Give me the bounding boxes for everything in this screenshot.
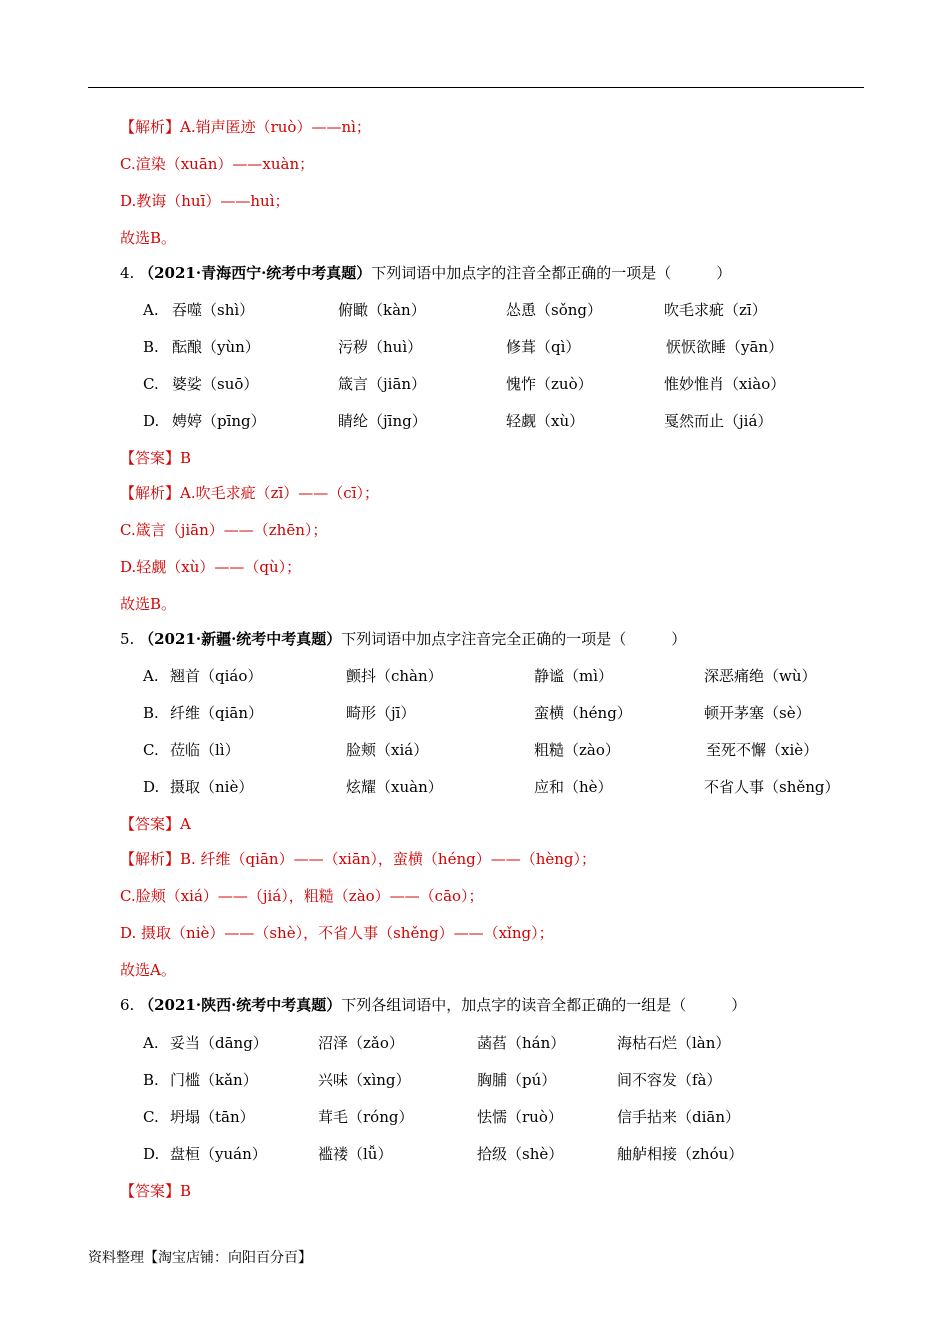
analysis-line: 【解析】A.销声匿迹（ruò）——nì； <box>120 118 371 136</box>
question-4-stem <box>120 263 731 283</box>
question-source: （2021·陕西·统考中考真题） <box>139 996 342 1014</box>
question-number: 4. <box>120 264 135 282</box>
answer: 【答案】A <box>120 815 191 833</box>
option-label: B. <box>143 338 159 356</box>
option-item: 盘桓（yuán） <box>170 1145 267 1163</box>
option-item: 怯懦（ruò） <box>477 1108 563 1126</box>
option-item: 蛮横（héng） <box>534 704 632 722</box>
analysis-line: D.轻觑（xù）——（qù）； <box>120 558 302 576</box>
header-rule <box>88 87 864 88</box>
question-text: 下列词语中加点字的注音全都正确的一项是（ ） <box>371 264 732 282</box>
analysis-line: 【解析】B. 纤维（qiān）——（xiān），蛮横（héng）——（hèng）； <box>120 850 597 868</box>
option-label: D. <box>143 1145 160 1163</box>
question-number: 5. <box>120 630 135 648</box>
conclusion: 故选A。 <box>120 961 176 979</box>
option-item: 怂恿（sǒng） <box>506 301 602 319</box>
option-item: 娉婷（pīng） <box>172 412 266 430</box>
option-item: 褴褛（lǚ） <box>318 1145 393 1163</box>
analysis-line: 【解析】A.吹毛求疵（zī）——（cī）； <box>120 484 380 502</box>
option-label: B. <box>143 704 159 722</box>
option-item: 不省人事（shěng） <box>704 778 840 796</box>
question-6-stem <box>120 995 746 1015</box>
answer: 【答案】B <box>120 449 192 467</box>
footer-note: 资料整理【淘宝店铺：向阳百分百】 <box>88 1250 312 1266</box>
option-item: 门槛（kǎn） <box>170 1071 258 1089</box>
option-item: 吹毛求疵（zī） <box>664 301 767 319</box>
option-item: 胸脯（pú） <box>477 1071 557 1089</box>
conclusion: 故选B。 <box>120 595 177 613</box>
option-item: 畸形（jī） <box>346 704 416 722</box>
option-item: 婆娑（suō） <box>172 375 259 393</box>
analysis-line: C.渲染（xuān）——xuàn； <box>120 155 315 173</box>
question-5-stem <box>120 629 686 649</box>
option-label: C. <box>143 741 159 759</box>
option-item: 莅临（lì） <box>170 741 240 759</box>
option-item: 海枯石烂（làn） <box>617 1034 731 1052</box>
option-item: 轻觑（xù） <box>506 412 585 430</box>
option-item: 惟妙惟肖（xiào） <box>664 375 786 393</box>
option-label: C. <box>143 1108 159 1126</box>
option-label: B. <box>143 1071 159 1089</box>
option-item: 俯瞰（kàn） <box>338 301 426 319</box>
option-item: 颤抖（chàn） <box>346 667 443 685</box>
option-label: A. <box>143 301 159 319</box>
option-item: 摄取（niè） <box>170 778 254 796</box>
analysis-line: C.脸颊（xiá）——（jiá），粗糙（zào）——（cāo）； <box>120 887 484 905</box>
option-item: 至死不懈（xiè） <box>706 741 819 759</box>
question-source: （2021·新疆·统考中考真题） <box>139 630 342 648</box>
option-item: 坍塌（tān） <box>170 1108 255 1126</box>
option-item: 深恶痛绝（wù） <box>704 667 817 685</box>
option-item: 舳舻相接（zhóu） <box>617 1145 744 1163</box>
option-label: D. <box>143 778 160 796</box>
question-text: 下列词语中加点字注音完全正确的一项是（ ） <box>341 630 687 648</box>
option-item: 睛纶（jīng） <box>338 412 427 430</box>
option-item: 修葺（qì） <box>506 338 581 356</box>
option-label: C. <box>143 375 159 393</box>
option-item: 信手拈来（diān） <box>617 1108 741 1126</box>
option-item: 菡萏（hán） <box>477 1034 566 1052</box>
option-item: 箴言（jiān） <box>338 375 427 393</box>
option-item: 顿开茅塞（sè） <box>704 704 811 722</box>
option-item: 炫耀（xuàn） <box>346 778 443 796</box>
analysis-line: C.箴言（jiān）——（zhēn）； <box>120 521 328 539</box>
question-text: 下列各组词语中，加点字的读音全都正确的一组是（ ） <box>341 996 747 1014</box>
question-number: 6. <box>120 996 135 1014</box>
option-item: 脸颊（xiá） <box>346 741 429 759</box>
option-item: 茸毛（róng） <box>318 1108 414 1126</box>
option-item: 酝酿（yùn） <box>172 338 260 356</box>
option-label: A. <box>143 667 159 685</box>
option-item: 恹恹欲睡（yān） <box>666 338 784 356</box>
option-item: 戛然而止（jiá） <box>664 412 773 430</box>
option-item: 粗糙（zào） <box>534 741 620 759</box>
option-item: 吞噬（shì） <box>172 301 255 319</box>
option-item: 沼泽（zǎo） <box>318 1034 404 1052</box>
analysis-line: D. 摄取（niè）——（shè），不省人事（shěng）——（xǐng）； <box>120 924 554 942</box>
option-item: 纤维（qiān） <box>170 704 264 722</box>
option-item: 拾级（shè） <box>477 1145 564 1163</box>
option-item: 兴味（xìng） <box>318 1071 411 1089</box>
answer: 【答案】B <box>120 1182 192 1200</box>
question-source: （2021·青海西宁·统考中考真题） <box>139 264 372 282</box>
option-item: 静谧（mì） <box>534 667 614 685</box>
conclusion: 故选B。 <box>120 229 177 247</box>
option-item: 间不容发（fà） <box>617 1071 722 1089</box>
option-item: 应和（hè） <box>534 778 613 796</box>
option-item: 翘首（qiáo） <box>170 667 263 685</box>
option-item: 愧怍（zuò） <box>506 375 593 393</box>
option-label: D. <box>143 412 160 430</box>
option-item: 污秽（huì） <box>338 338 423 356</box>
option-label: A. <box>143 1034 159 1052</box>
analysis-line: D.教诲（huī）——huì； <box>120 192 290 210</box>
option-item: 妥当（dāng） <box>170 1034 268 1052</box>
